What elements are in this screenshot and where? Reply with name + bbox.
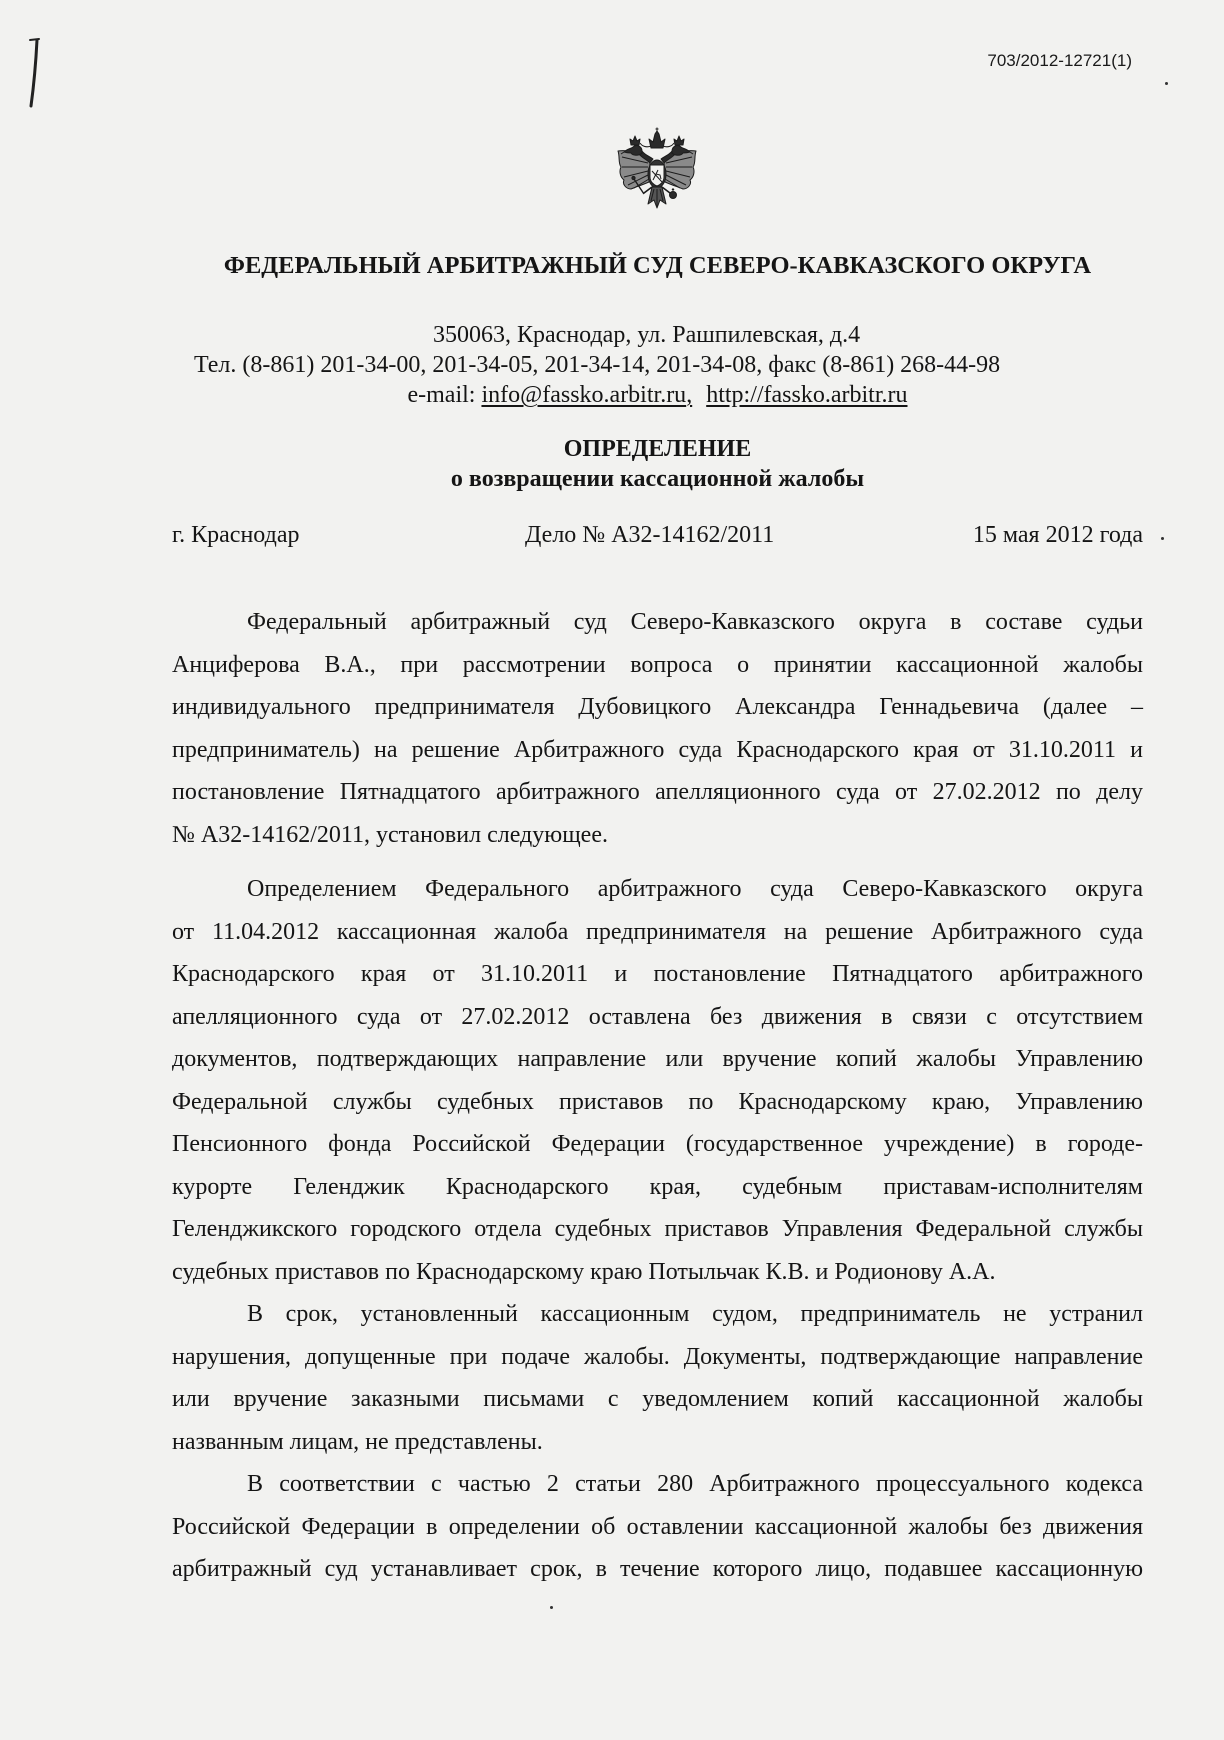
document-city: г. Краснодар [172, 522, 300, 548]
pen-mark [24, 36, 44, 110]
text-line: названным лицам, не представлены. [172, 1428, 543, 1455]
court-address: 350063, Краснодар, ул. Рашпилевская, д.4 [433, 322, 861, 348]
contact-separator: , [686, 382, 693, 408]
ink-dot [550, 1606, 553, 1609]
text-line: документов, подтверждающих направление или вручение копий жалобы Управлению [172, 1046, 1143, 1072]
text-line: Федеральной службы судебных приставов по Краснодарскому краю, Управлению [172, 1088, 1143, 1115]
text-line: арбитражный суд устанавливает срок, в течение которого лицо, подавшее кассационную [172, 1556, 1143, 1582]
document-body [172, 601, 1143, 1591]
text-line: индивидуального предпринимателя Дубовицкого Александра Геннадьевича (далее – [172, 694, 1143, 720]
text-line: Федеральный арбитражный суд Северо-Кавказского округа в составе судьи [247, 609, 1143, 635]
contact-email-line [172, 381, 1143, 409]
text-line: Геленджикского городского отдела судебных приставов Управления Федеральной службы [172, 1216, 1143, 1242]
text-line: В соответствии с частью 2 статьи 280 Арбитражного процессуального кодекса [247, 1471, 1143, 1497]
ink-dot [1165, 82, 1168, 85]
text-line: Российской Федерации в определении об оставлении кассационной жалобы без движения [172, 1513, 1143, 1540]
document-type: ОПРЕДЕЛЕНИЕ [563, 436, 752, 462]
text-line: или вручение заказными письмами с уведомлением копий кассационной жалобы [172, 1386, 1143, 1412]
text-line: № А32-14162/2011, установил следующее. [172, 821, 608, 848]
case-number: Дело № А32-14162/2011 [525, 522, 775, 548]
text-line: В срок, установленный кассационным судом, предприниматель не устранил [247, 1301, 1143, 1327]
paragraph [172, 1463, 1143, 1591]
text-line: предприниматель) на решение Арбитражного суда Краснодарского края от 31.10.2011 и [172, 736, 1143, 763]
document-meta-row [172, 521, 1143, 549]
court-phones: Тел. (8-861) 201-34-00, 201-34-05, 201-34-14, 201-34-08, факс (8-861) 268-44-98 [194, 352, 1001, 378]
document-subject: о возвращении кассационной жалобы [450, 466, 865, 492]
reference-number: 703/2012-12721(1) [987, 51, 1132, 70]
document-date: 15 мая 2012 года [972, 522, 1143, 548]
text-line: от 11.04.2012 кассационная жалоба предпринимателя на решение Арбитражного суда [172, 918, 1143, 945]
website-address: http://fassko.arbitr.ru [706, 382, 908, 408]
ink-dot [1161, 537, 1164, 540]
text-line: Пенсионного фонда Российской Федерации (государственное учреждение) в городе- [172, 1131, 1143, 1157]
coat-of-arms-icon [612, 127, 702, 227]
email-label: e-mail: [407, 382, 476, 408]
text-line: апелляционного суда от 27.02.2012 оставлена без движения в связи с отсутствием [172, 1003, 1143, 1030]
text-line: Определением Федерального арбитражного суда Северо-Кавказского округа [247, 876, 1143, 902]
text-line: постановление Пятнадцатого арбитражного апелляционного суда от 27.02.2012 по делу [172, 779, 1143, 805]
paragraph [172, 1293, 1143, 1463]
text-line: нарушения, допущенные при подаче жалобы. Документы, подтверждающие направление [172, 1343, 1143, 1370]
email-address: info@fassko.arbitr.ru [481, 382, 687, 408]
text-line: Анциферова В.А., при рассмотрении вопроса о принятии кассационной жалобы [172, 651, 1143, 678]
text-line: Краснодарского края от 31.10.2011 и постановление Пятнадцатого арбитражного [172, 961, 1143, 987]
text-line: судебных приставов по Краснодарскому краю Потыльчак К.В. и Родионову А.А. [172, 1258, 996, 1285]
paragraph [172, 868, 1143, 1293]
court-name: ФЕДЕРАЛЬНЫЙ АРБИТРАЖНЫЙ СУД СЕВЕРО-КАВКАЗСКОГО ОКРУГА [223, 252, 1092, 279]
paragraph [172, 601, 1143, 856]
text-line: курорте Геленджик Краснодарского края, судебным приставам-исполнителям [172, 1173, 1143, 1200]
